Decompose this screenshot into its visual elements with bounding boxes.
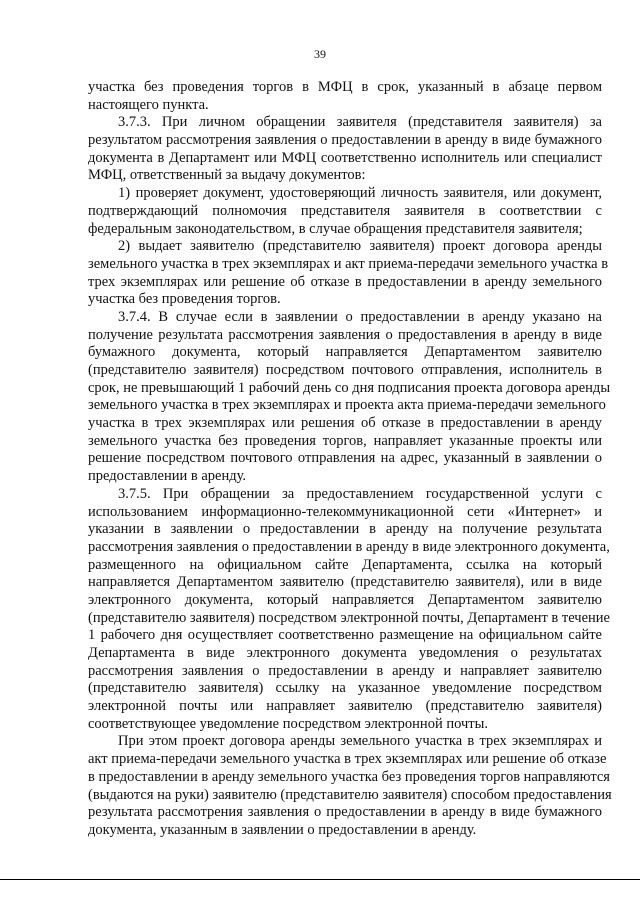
text-line: трех экземплярах или решение об отказе в предоставлении в аренду земельного bbox=[88, 273, 602, 290]
text-line: документа в Департамент или МФЦ соответственно исполнитель или специалист bbox=[88, 149, 602, 166]
text-line: бумажного документа, который направляется Департаментом заявителю bbox=[88, 344, 602, 361]
text-line: размещенного на официальном сайте Департамента, ссылка на который bbox=[88, 556, 602, 573]
text-line: результата рассмотрения заявления о предоставлении в аренду в виде бумажного bbox=[88, 804, 602, 821]
text-line: предоставлении в аренду. bbox=[88, 468, 247, 485]
text-line: срок, не превышающий 1 рабочий день со дня подписания проекта договора аренды bbox=[88, 379, 611, 396]
text-line: направляется Департаментом заявителю (представителю заявителя), или в виде bbox=[88, 574, 602, 591]
text-line: решение посредством почтового отправления на адрес, указанный в заявлении о bbox=[88, 450, 602, 467]
text-line: рассмотрения заявления о предоставлении в аренду в виде электронного документа, bbox=[88, 538, 610, 555]
text-line: участка в трех экземплярах или решения об отказе в предоставлении в аренду bbox=[88, 415, 602, 432]
text-line: (представителю заявителя) ссылку на указанное уведомление посредством bbox=[88, 680, 602, 697]
text-line: земельного участка в трех экземплярах и проекта акта приема-передачи земельного bbox=[88, 397, 606, 414]
text-line: (представителю заявителя) посредством электронной почты, Департамент в течение bbox=[88, 609, 610, 626]
text-line: документа, указанным в заявлении о предоставлении в аренду. bbox=[88, 821, 477, 838]
text-line: При этом проект договора аренды земельного участка в трех экземплярах и bbox=[118, 733, 602, 750]
text-line: земельного участка без проведения торгов, направляет указанные проекты или bbox=[88, 432, 602, 449]
text-line: рассмотрения заявления о предоставлении в аренду и направляет заявителю bbox=[88, 662, 602, 679]
text-line: использованием информационно-телекоммуникационной сети «Интернет» и bbox=[88, 503, 602, 520]
text-line: (представителю заявителя) посредством почтового отправления, исполнитель в bbox=[88, 362, 602, 378]
text-line: 3.7.3. При личном обращении заявителя (представителя заявителя) за bbox=[118, 114, 602, 131]
text-line: результатом рассмотрения заявления о предоставлении в аренду в виде бумажного bbox=[88, 132, 602, 149]
text-line: акт приема-передачи земельного участка в трех экземплярах или решение об отказе bbox=[88, 751, 607, 768]
document-body bbox=[88, 79, 612, 840]
text-line: 1) проверяет документ, удостоверяющий личность заявителя, или документ, bbox=[118, 185, 602, 202]
text-line: 1 рабочего дня осуществляет соответственно размещение на официальном сайте bbox=[88, 627, 602, 644]
text-line: подтверждающий полномочия представителя заявителя в соответствии с bbox=[88, 202, 602, 219]
text-line: 3.7.5. При обращении за предоставлением государственной услуги с bbox=[118, 485, 602, 502]
text-line: участка без проведения торгов. bbox=[88, 291, 281, 308]
text-line: настоящего пункта. bbox=[88, 96, 209, 113]
page-number: 39 bbox=[314, 47, 326, 61]
text-line: 2) выдает заявителю (представителю заявителя) проект договора аренды bbox=[118, 238, 602, 255]
text-line: электронной почты или направляет заявителю (представителю заявителя) bbox=[88, 698, 602, 715]
text-line: федеральным законодательством, в случае обращения представителя заявителя; bbox=[88, 220, 583, 237]
text-line: электронного документа, который направляется Департаментом заявителю bbox=[88, 591, 602, 608]
text-line: земельного участка в трех экземплярах и акт приема-передачи земельного участка в bbox=[88, 255, 609, 272]
text-line: 3.7.4. В случае если в заявлении о предоставлении в аренду указано на bbox=[118, 308, 602, 325]
text-line: в предоставлении в аренду земельного участка без проведения торгов направляются bbox=[88, 768, 610, 785]
text-line: участка без проведения торгов в МФЦ в срок, указанный в абзаце первом bbox=[88, 79, 602, 95]
footer-rule bbox=[0, 879, 640, 880]
text-line: получение результата рассмотрения заявления о предоставления в аренду в виде bbox=[88, 326, 602, 343]
text-line: МФЦ, ответственный за выдачу документов: bbox=[88, 167, 366, 184]
text-line: (выдаются на руки) заявителю (представителю заявителя) способом предоставления bbox=[88, 786, 612, 803]
text-line: соответствующее уведомление посредством электронной почты. bbox=[88, 715, 488, 732]
text-line: Департамента в виде электронного документа уведомления о результатах bbox=[88, 645, 602, 661]
text-line: указании в заявлении о предоставлении в аренду на получение результата bbox=[88, 521, 602, 538]
